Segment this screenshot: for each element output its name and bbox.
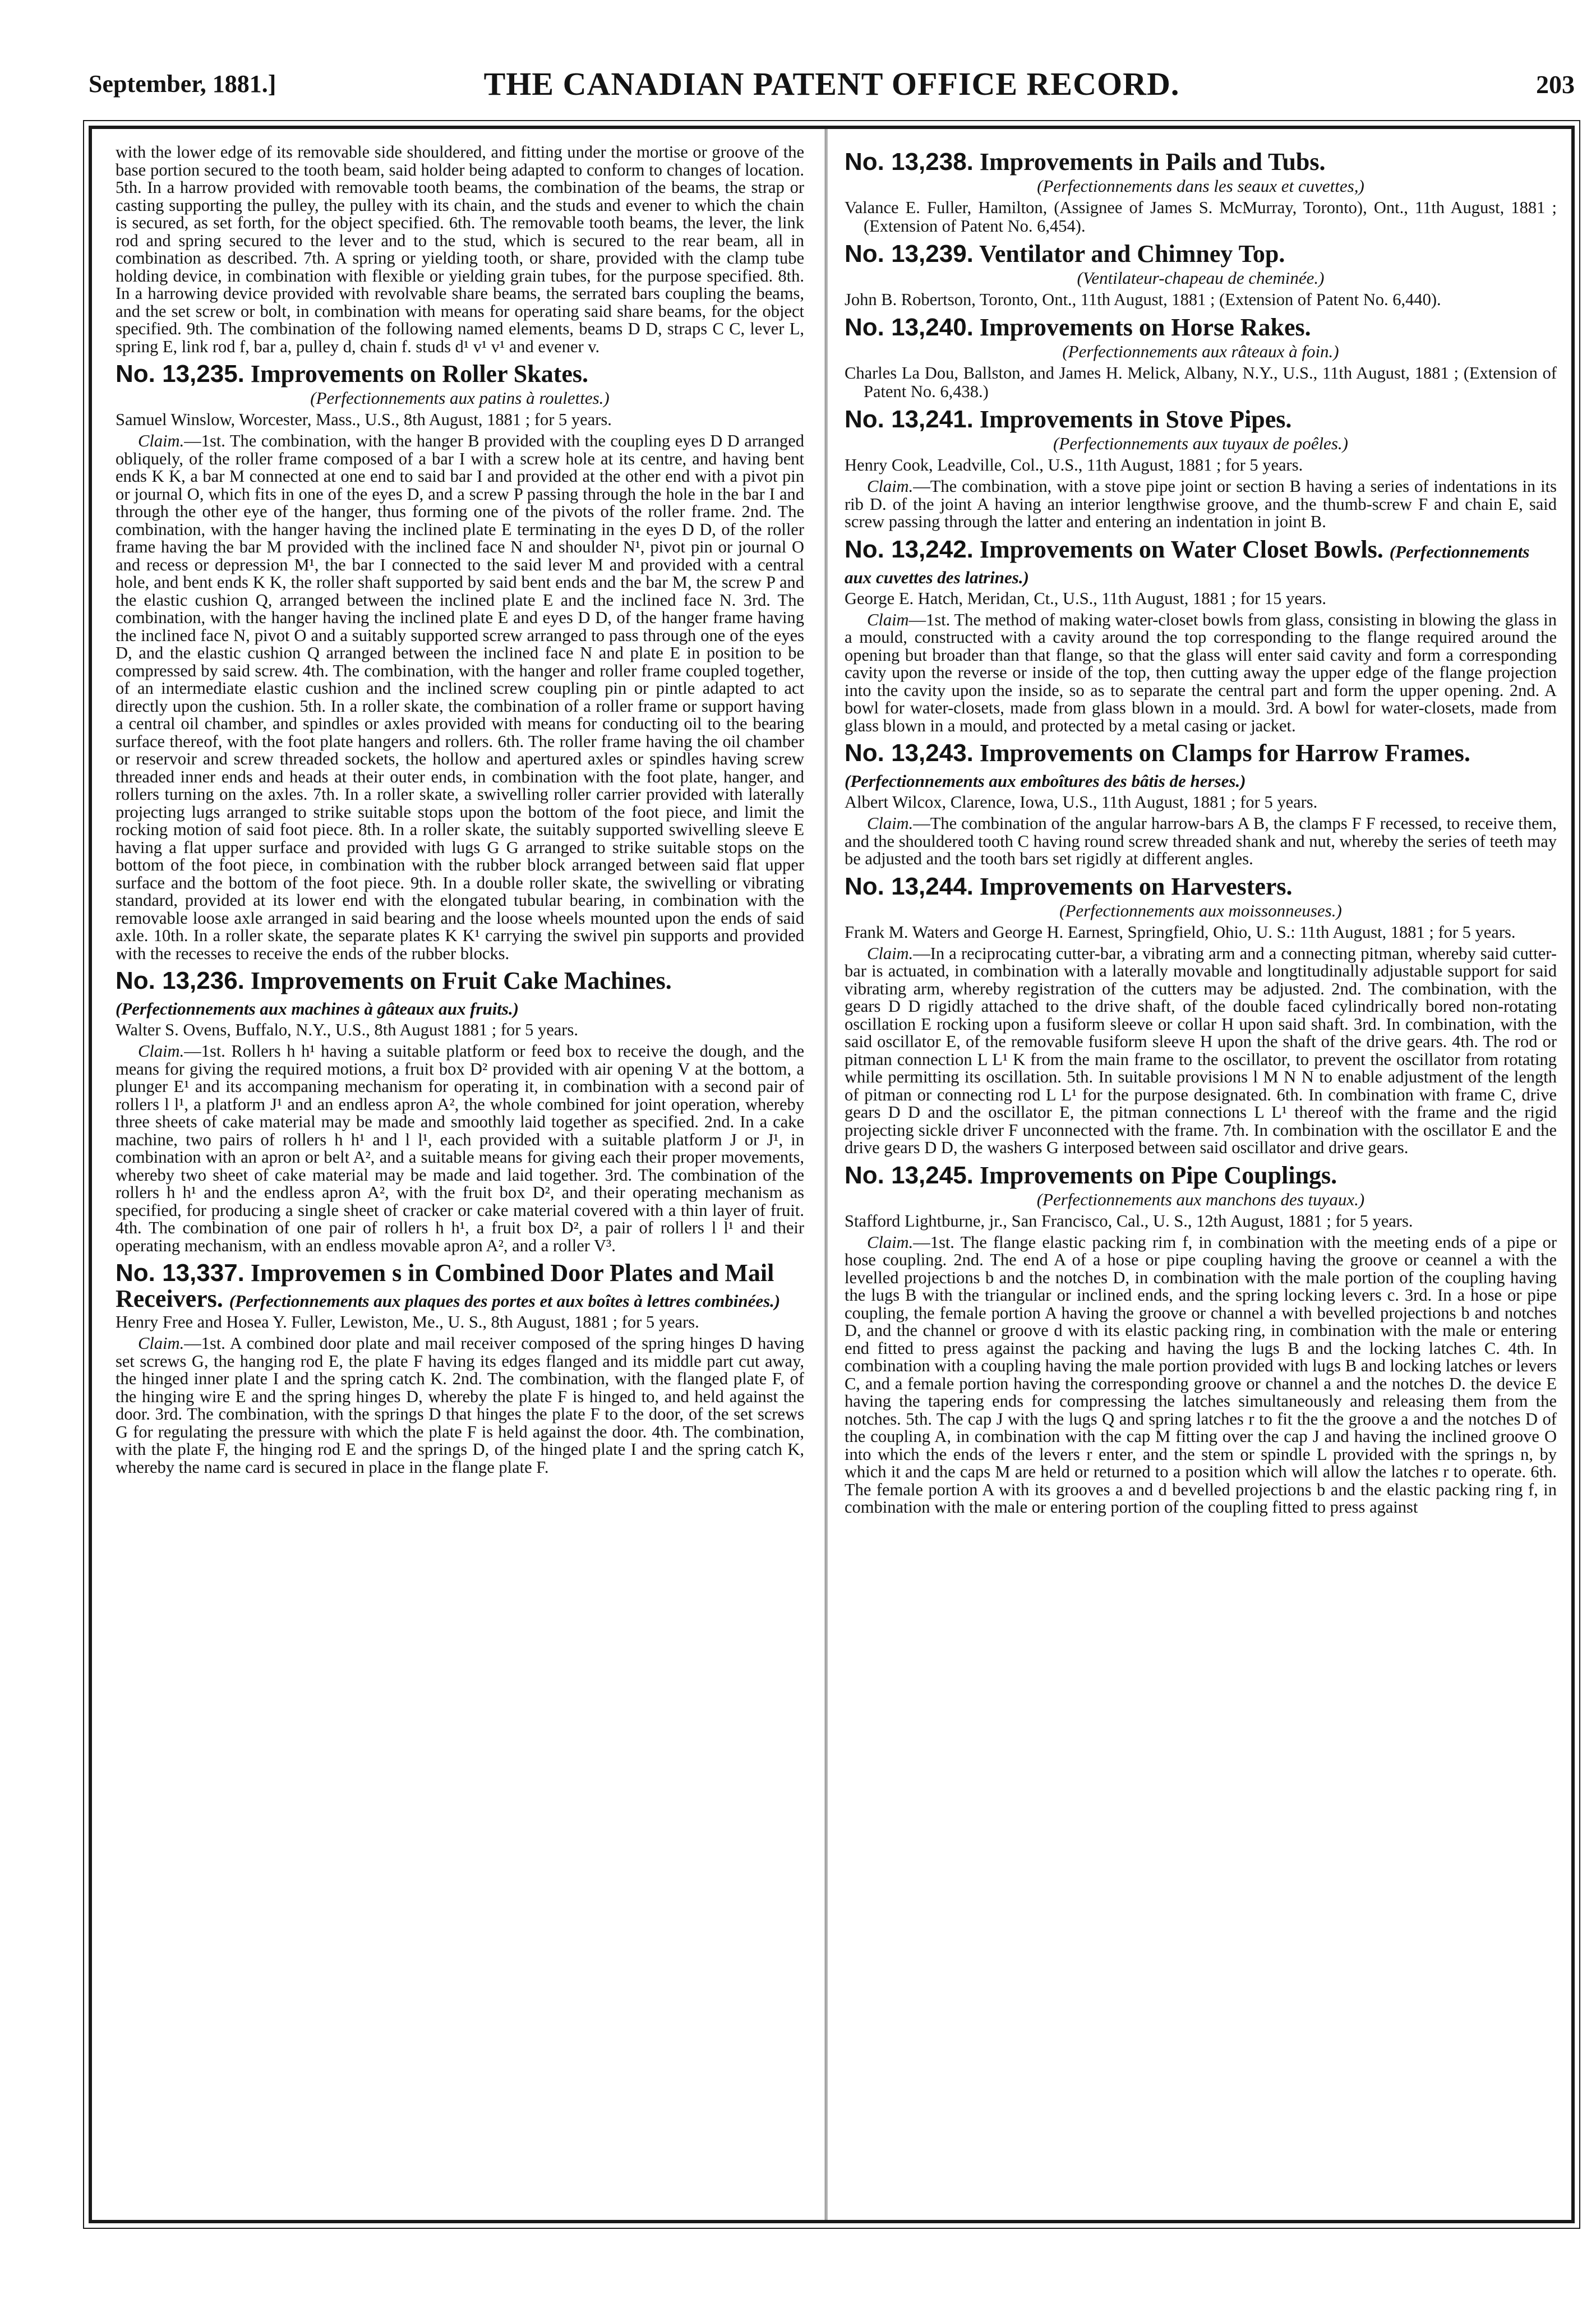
patent-french-title: (Perfectionnements aux tuyaux de poêles.) [1053, 434, 1348, 453]
patent-heading [845, 874, 1557, 900]
patent-number: No. 13,245. [845, 1161, 974, 1189]
patent-french-title: (Ventilateur-chapeau de cheminée.) [1077, 268, 1325, 288]
claim-paragraph [845, 815, 1557, 868]
patent-heading [845, 537, 1557, 588]
claim-label: Claim. [138, 431, 184, 450]
patentee-line: Frank M. Waters and George H. Earnest, Springfield, Ohio, U. S.: 11th August, 1881 ; for 5 years. [845, 922, 1516, 942]
patent-number: No. 13,243. [845, 739, 974, 767]
patent-number: No. 13,337. [116, 1259, 245, 1287]
publication-title: THE CANADIAN PATENT OFFICE RECORD. [483, 66, 1180, 102]
patent-entry [116, 361, 804, 962]
claim-text: —1st. Rollers h h¹ having a suitable platform or feed box to receive the dough, and the means for giving the required motions, a fruit box D² provided with air opening V at the bottom, a plunger E¹ and its accompaning mechanism for operating it, in combination with a second pair of rollers l l¹, a platform J¹ and an endless apron A², the whole combined for joint operation, whereby three sheets of cake material may be made and smoothly laid together as specified. 2nd. In a cake machine, two pairs of rollers h h¹ and l l¹, each provided with a suitable platform J or J¹, in combination with an apron or belt A², and a suitable means for giving each their proper movements, whereby two sheet of cake material may be made and laid together. 3rd. The combination of the rollers h h¹ and the endless apron A², with the fruit box D², and their operating mechanism as specified, for producing a single sheet of cracker or cake material covered with a thin layer of fruit. 4th. The combination of one pair of rollers h h¹, a fruit box D², a pair of rollers l l¹ and their operating mechanism, with an endless movable apron A², and a roller V³. [116, 1042, 804, 1255]
patent-french-title: (Perfectionnements aux plaques des portes et aux boîtes à lettres combinées.) [229, 1291, 781, 1311]
patentee-line: George E. Hatch, Meridan, Ct., U.S., 11th August, 1881 ; for 15 years. [845, 588, 1326, 608]
claim-paragraph [116, 432, 804, 962]
claim-text: —1st. A combined door plate and mail receiver composed of the spring hinges D having set screws G, the hanging rod E, the plate F having its edges flanged and its middle part cut away, the hinged inner plate I and the spring catch K. 2nd. The combination, with the flanged plate F, of the hinging wire E and the spring hinges D, whereby the plate F is hinged to, and held against the door. 3rd. The combination, with the springs D that hinges the plate F to the door, of the set screws G for regulating the pressure with which the plate F is held against the door. 4th. The combination, with the plate F, the hinging rod E and the springs D, of the hinged plate I and the spring catch K, whereby the name card is secured in place in the flange plate F. [116, 1334, 804, 1477]
claim-text: —1st. The method of making water-closet bowls from glass, consisting in blowing the glass in a mould, constructed with a cavity around the top corresponding to the flange required around the opening but broader than that flange, so that the glass will enter said cavity and form a corresponding cavity upon the reverse or inside of the top, then cutting away the upper edge of the flange projection into the cavity upon the inside, so as to separate the central part and form the upper opening. 2nd. A bowl for water-closets, made from glass blown in a mould. 3rd. A bowl for water-closets, made from glass blown in a mould, and protected by a metal casing or jacket. [845, 610, 1557, 735]
patent-french-title: (Perfectionnements aux râteaux à foin.) [1062, 342, 1339, 361]
patent-french-title: (Perfectionnements dans les seaux et cuvettes,) [1037, 176, 1364, 196]
page-header [89, 63, 1575, 113]
claim-paragraph [116, 1335, 804, 1476]
patent-title: Improvements in Pails and Tubs. [979, 148, 1326, 176]
page-frame [89, 126, 1575, 2223]
claim-text: —In a reciprocating cutter-bar, a vibrating arm and a connecting pitman, whereby said cutter-bar is actuated, in combination with a laterally movable and longtitudinally adjustable support for said vibrating arm, whereby registration of the cutters may be adjusted. 2nd. The combination, with the gears D D rigidly attached to the drive shaft, of the double faced cylindrically bored non-rotating oscillation E rocking upon a fusiform sleeve or collar H upon said shaft. 3rd. In combination, with the said oscillator E, of the removable fusiform sleeve H upon the shaft of the drive gears. 4th. The rod or pitman connection L L¹ K from the main frame to the oscillator, to prevent the oscillator from rotating while permitting its oscillation. 5th. In suitable provisions l M N N to enable adjustment of the length of pitman or connecting rod L L¹ for the purpose designated. 6th. In combination with frame C, drive gears D D and the oscillator E, the pitman connections L L¹ thereof with the frame and the rigid projecting sickle driver F unconnected with the frame. 7th. In combination with the oscillator E and the drive gears D D, the washers G interposed between said oscillator and drive gears. [845, 943, 1557, 1157]
patent-title: Improvements on Horse Rakes. [979, 314, 1311, 341]
patent-title: Improvements on Fruit Cake Machines. [250, 967, 672, 994]
patent-heading [845, 407, 1557, 432]
patent-french-title: (Perfectionnements aux manchons des tuyaux.) [1036, 1189, 1365, 1209]
patent-french-title: (Perfectionnements aux cuvettes des latrines.) [845, 541, 1530, 587]
patent-heading [845, 1163, 1557, 1188]
claim-text: —The combination of the angular harrow-bars A B, the clamps F F recessed, to receive them, and the shouldered tooth C having round screw threaded shank and nut, whereby the series of teeth may be adjusted and the tooth bars set rigidly at different angles. [845, 814, 1557, 868]
patent-entry [845, 740, 1557, 868]
patent-number: No. 13,238. [845, 148, 974, 176]
claim-text: —The combination, with a stove pipe joint or section B having a series of indentations in its rib D. of the joint A having an interior lengthwise groove, and the thumb-screw F and chain E, said screw passing through the latter and entering an indentation in joint B. [845, 477, 1557, 531]
patentee-line: Albert Wilcox, Clarence, Iowa, U.S., 11th August, 1881 ; for 5 years. [845, 792, 1318, 812]
patent-entry [845, 315, 1557, 401]
column-divider [825, 129, 827, 2220]
claim-paragraph [845, 1234, 1557, 1517]
patentee-line: Walter S. Ovens, Buffalo, N.Y., U.S., 8th August 1881 ; for 5 years. [116, 1020, 578, 1039]
patent-title: Improvements on Roller Skates. [250, 360, 589, 388]
issue-date: September, 1881.] [89, 70, 276, 98]
continued-claim-text: with the lower edge of its removable side shouldered, and fitting under the mortise or groove of the base portion secured to the tooth beam, said holder being adapted to conform to changes of location. 5th. In a harrow provided with removable tooth beams, the combination of the beams, the strap or casting supporting the pulley, the pulley with its chain, and the studs and evener to which the chain is secured, as set forth, for the object specified. 6th. The removable tooth beams, the lever, the link rod and spring secured to the lever and to the stud, which is secured to the rear beam, all in combination as described. 7th. A spring or yielding tooth, or share, provided with the clamp tube holding device, in combination with flexible or yielding grain tubes, for the purpose specified. 8th. In a harrowing device provided with revolvable share beams, the serrated bars coupling the beams, and the set screw or bolt, in combination with means for operating said share beams, for the object specified. 9th. The combination of the following named elements, beams D D, straps C C, lever L, spring E, link rod f, bar a, pulley d, chain f. studs d¹ v¹ v¹ and evener v. [116, 144, 804, 356]
patent-heading [116, 361, 804, 387]
patent-title: Improvements on Harvesters. [979, 872, 1293, 900]
claim-label: Claim. [867, 943, 914, 963]
claim-label: Claim. [867, 1232, 914, 1252]
patent-french-title: (Perfectionnements aux machines à gâteaux aux fruits.) [116, 999, 519, 1019]
claim-text: —1st. The flange elastic packing rim f, in combination with the meeting ends of a pipe or hose coupling. 2nd. The end A of a hose or pipe coupling having the groove or ceannel a with the levelled projections b and the notches D, in combination with the male portion of the coupling having the lugs B with the triangular or inclined ends, and the spring locking levers c. 3rd. In a hose or pipe coupling, the female portion A having the groove or channel a with bevelled projections b and notches D, and the channel or groove d with its elastic packing ring, in combination with the male or entering end fitted to press against the packing and having the lugs B and the locking latches C. 4th. In combination with a coupling having the male portion provided with lugs B and locking latches or levers C, and a female portion having the corresponding groove or channel a and the notches D. the device E having the tapering ends for compressing the latches simultaneously and releasing them from the notches. 5th. The cap J with the lugs Q and spring latches r to fit the the groove a and the notches D of the coupling A, in combination with the cap M fitting over the cap J and having the inclined groove O into which the ends of the levers r enter, and the stem or spindle L provided with the springs n, by which it and the caps M are held or returned to a position which will allow the latches r to operate. 6th. The female portion A with its grooves a and d bevelled projections b and the elastic packing ring f, in combination with the male or entering portion of the coupling fitted to press against [845, 1232, 1557, 1517]
left-column [116, 144, 804, 2209]
patentee-line: Henry Free and Hosea Y. Fuller, Lewiston, Me., U. S., 8th August, 1881 ; for 5 years. [116, 1312, 699, 1331]
patent-entry [845, 149, 1557, 236]
claim-label: Claim [867, 610, 909, 629]
claim-label: Claim. [138, 1334, 184, 1353]
patent-heading [845, 740, 1557, 792]
patent-french-title: (Perfectionnements aux emboîtures des bâtis de herses.) [845, 771, 1246, 791]
patent-entry [845, 1163, 1557, 1517]
patent-title: Improvements on Water Closet Bowls. [979, 535, 1383, 563]
patent-entry [845, 241, 1557, 309]
patent-number: No. 13,244. [845, 872, 974, 900]
page-number: 203 [1536, 70, 1575, 99]
patent-heading [845, 315, 1557, 340]
patentee-line: John B. Robertson, Toronto, Ont., 11th August, 1881 ; (Extension of Patent No. 6,440). [845, 290, 1441, 309]
patent-french-title: (Perfectionnements aux patins à roulettes.) [310, 388, 610, 408]
patent-title: Improvemen s in Combined Door Plates and Mail Receivers. [116, 1259, 774, 1312]
claim-label: Claim. [867, 477, 914, 496]
patent-number: No. 13,235. [116, 360, 245, 388]
patent-number: No. 13,239. [845, 240, 974, 268]
claim-paragraph [845, 611, 1557, 735]
patentee-line: Stafford Lightburne, jr., San Francisco, Cal., U. S., 12th August, 1881 ; for 5 years. [845, 1211, 1413, 1231]
patent-title: Ventilator and Chimney Top. [979, 240, 1285, 268]
patent-number: No. 13,242. [845, 535, 974, 563]
patent-heading [845, 241, 1557, 267]
claim-paragraph [116, 1043, 804, 1255]
patent-entry [845, 537, 1557, 735]
claim-paragraph [845, 945, 1557, 1157]
right-column [845, 144, 1557, 2209]
patentee-line: Henry Cook, Leadville, Col., U.S., 11th August, 1881 ; for 5 years. [845, 455, 1303, 474]
patent-title: Improvements on Pipe Couplings. [979, 1161, 1337, 1189]
patentee-line: Valance E. Fuller, Hamilton, (Assignee of James S. McMurray, Toronto), Ont., 11th August, 1881 ; (Extension of Patent No. 6,454). [845, 198, 1557, 236]
patent-heading [845, 149, 1557, 175]
claim-paragraph [845, 478, 1557, 531]
patent-entry [845, 407, 1557, 531]
patent-number: No. 13,241. [845, 406, 974, 433]
patent-number: No. 13,240. [845, 314, 974, 341]
patent-heading [116, 968, 804, 1020]
claim-label: Claim. [867, 814, 914, 833]
patent-entry [845, 874, 1557, 1157]
patent-number: No. 13,236. [116, 967, 245, 994]
patentee-line: Samuel Winslow, Worcester, Mass., U.S., 8th August, 1881 ; for 5 years. [116, 410, 612, 429]
claim-label: Claim. [138, 1042, 184, 1061]
patentee-line: Charles La Dou, Ballston, and James H. Melick, Albany, N.Y., U.S., 11th August, 1881 ; (Extension of Patent No. 6,438.) [845, 363, 1557, 401]
patent-title: Improvements on Clamps for Harrow Frames. [979, 739, 1470, 767]
patent-entry [116, 1260, 804, 1476]
claim-text: —1st. The combination, with the hanger B provided with the coupling eyes D D arranged obliquely, of the roller frame composed of a bar I with a screw hole at its centre, and having bent ends K K, a bar M connected at one end to said bar I and provided at the other end with a pivot pin or journal O, which fits in one of the eyes D, and a screw P passing through the hole in the bar I and through the other eye of the hanger, thus forming one of the pivots of the roller frame. 2nd. The combination, with the hanger having the inclined plate E terminating in the eyes D D, of the roller frame having the bar M provided with the inclined face N and shoulder N¹, pivot pin or journal O and recess or depression M¹, the bar I connected to the said lever M and provided with a central hole, and bent ends K K, the roller shaft supported by said bent ends and the bar M, the screw P and the elastic cushion Q, arranged between the inclined plate E and the inclined face N. 3rd. The combination, with the hanger having the inclined plate E and eyes D D, of the hanger frame having the inclined face N, pivot O and a suitably supported screw arranged to pass through one of the eyes D, and the elastic cushion Q arranged between the inclined face N and plate E in position to be compressed by said screw. 4th. The combination, with the hanger and roller frame coupled together, of an intermediate elastic cushion and the inclined screw coupling pin or pintle adapted to act directly upon the cushion. 5th. In a roller skate, the combination of a roller frame or support having a central oil chamber, and spindles or axles provided with means for conducting oil to the bearing surface thereof, with the foot plate hangers and rollers. 6th. The roller frame having the oil chamber or reservoir and screw threaded sockets, the hollow and apertured axles or spindles having screw threaded inner ends and heads at their outer ends, in combination with the foot plate, hanger, and rollers turning on the axles. 7th. In a roller skate, a swivelling roller carrier provided with laterally projecting lugs arranged to strike suitable stops upon the bottom of the foot piece, and limit the rocking motion of said foot piece. 8th. In a roller skate, the suitably supported swivelling sleeve E having a flat upper surface and provided with lugs G G arranged to strike suitable stops on the bottom of the foot piece, in combination with the rubber block arranged between said flat upper surface and the bottom of the foot piece. 9th. In a double roller skate, the swivelling or vibrating standard, provided at its lower end with the elongated tubular bearing, in combination with the removable loose axle arranged in said bearing and the loose wheels mounted upon the ends of said axle. 10th. In a roller skate, the separate plates K K¹ carrying the swivel pin supports and provided with the recesses to receive the ends of the rubber blocks. [116, 431, 804, 963]
patent-french-title: (Perfectionnements aux moissonneuses.) [1059, 900, 1342, 920]
patent-entry [116, 968, 804, 1255]
patent-title: Improvements in Stove Pipes. [979, 406, 1292, 433]
patent-heading [116, 1260, 804, 1312]
